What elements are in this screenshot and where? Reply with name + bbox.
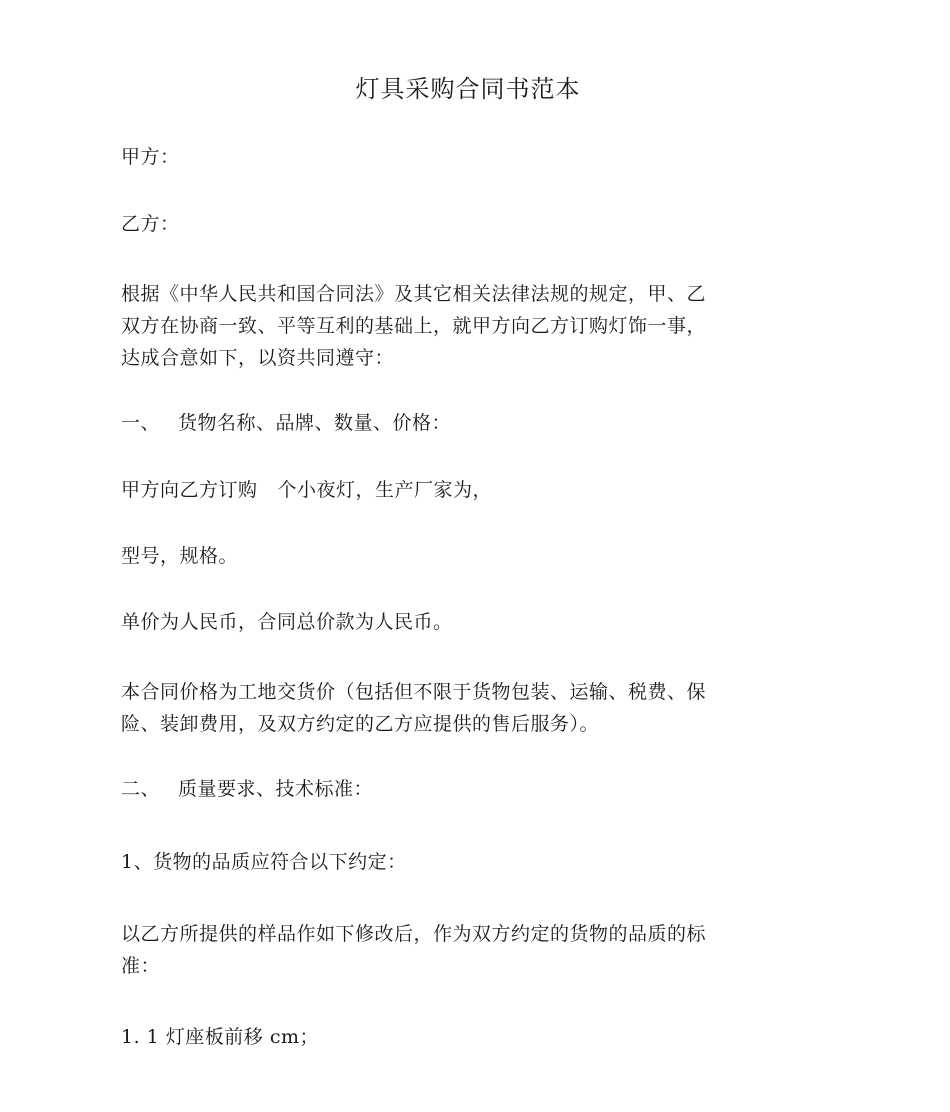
order-line-part1: 甲方向乙方订购 xyxy=(121,479,258,501)
section-2-number: 二、 xyxy=(121,778,161,800)
party-a-label: 甲方： xyxy=(121,146,180,168)
section-2-heading xyxy=(121,773,761,805)
section-1-heading xyxy=(121,407,761,439)
modification-item: 1. 1 灯座板前移 cm； xyxy=(121,1026,319,1048)
party-b-label: 乙方： xyxy=(121,213,180,235)
sample-standard-line: 准： xyxy=(121,955,161,977)
model-spec-line: 型号，规格。 xyxy=(121,545,239,567)
price-terms-line: 险、装卸费用，及双方约定的乙方应提供的售后服务）。 xyxy=(121,713,600,735)
quality-clause: 1、货物的品质应符合以下约定： xyxy=(121,851,407,873)
price-terms-line: 本合同价格为工地交货价（包括但不限于货物包装、运输、税费、保 xyxy=(121,681,707,703)
sample-standard-line: 以乙方所提供的样品作如下修改后，作为双方约定的货物的品质的标 xyxy=(121,923,707,945)
order-line-part2: 个小夜灯，生产厂家为， xyxy=(277,479,493,501)
order-line xyxy=(121,474,761,506)
section-1-number: 一、 xyxy=(121,412,161,434)
unit-price-line: 单价为人民币，合同总价款为人民币。 xyxy=(121,611,453,633)
preamble-line: 双方在协商一致、平等互利的基础上，就甲方向乙方订购灯饰一事， xyxy=(121,315,707,337)
document-title: 灯具采购合同书范本 xyxy=(355,75,581,103)
section-1-title: 货物名称、品牌、数量、价格： xyxy=(178,412,452,434)
preamble-line: 根据《中华人民共和国合同法》及其它相关法律法规的规定，甲、乙 xyxy=(121,283,707,305)
preamble-line: 达成合意如下，以资共同遵守： xyxy=(121,347,395,369)
section-2-title: 质量要求、技术标准： xyxy=(178,778,374,800)
